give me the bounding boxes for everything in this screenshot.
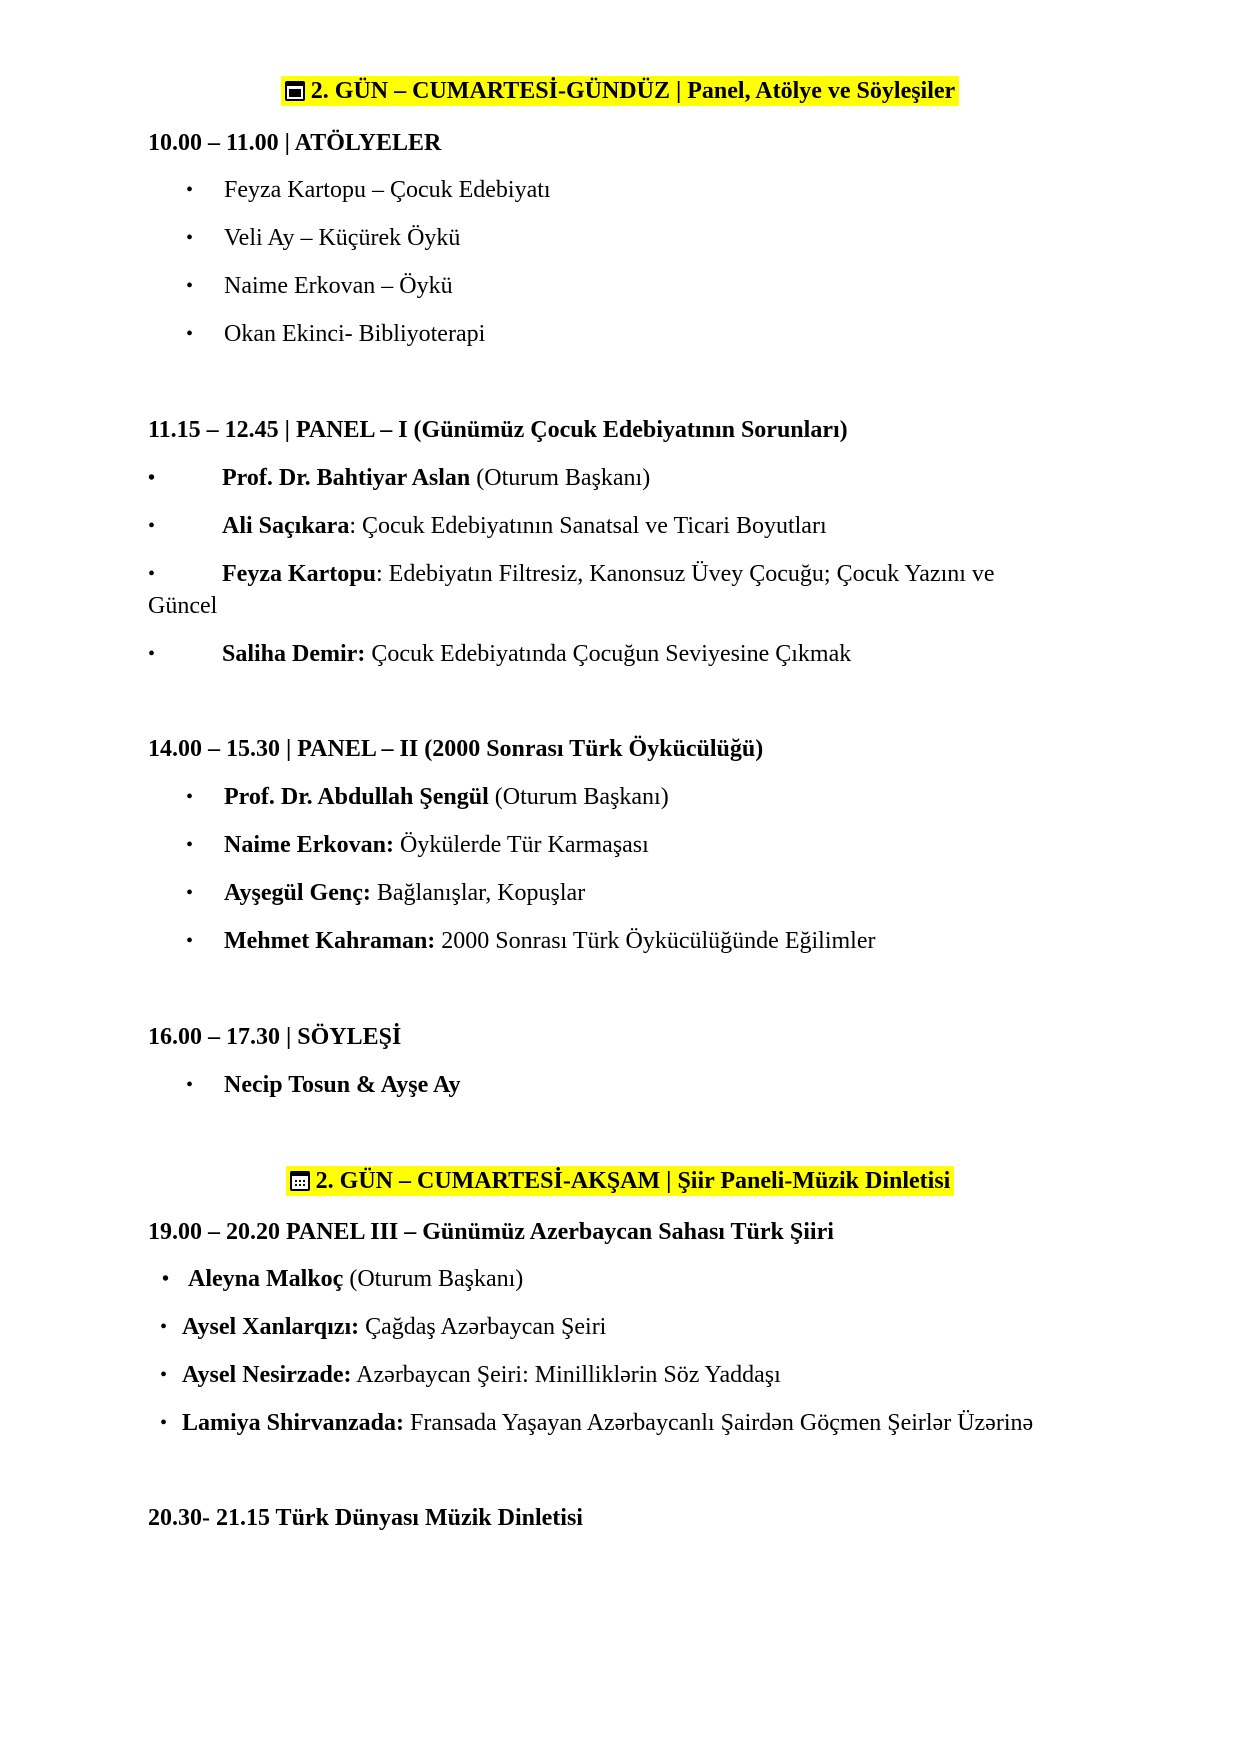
section-title-panel-2: 14.00 – 15.30 | PANEL – II (2000 Sonrası Türk Öykücülüğü) xyxy=(148,736,764,762)
heading-text: 2. GÜN – CUMARTESİ-AKŞAM | Şiir Paneli-Müzik Dinletisi xyxy=(315,1168,951,1194)
talk-topic: Azərbaycan Şeiri: Minilliklərin Söz Yaddaşı xyxy=(351,1362,781,1388)
talk-topic: (Oturum Başkanı) xyxy=(343,1266,524,1292)
calendar-icon xyxy=(290,1171,310,1191)
document-page: 2. GÜN – CUMARTESİ-GÜNDÜZ | Panel, Atölye ve Söyleşiler 10.00 – 11.00 | ATÖLYELER • Feyza Kartopu – Çocuk Edebiyatı • Veli Ay – Küçürek Öykü • Naime Erkovan – Öykü • Okan Ekinci- Bibliyoterapi 11.15 – 12.45 | PANEL – I (Günümüz Çocuk Edebiyatının Sorunları) • Prof. Dr. Bahtiyar Aslan (Oturum Başkanı) • Ali Saçıkara: Çocuk Edebiyatının Sanatsal ve Ticari Boyutları • Feyza Kartopu: Edebiyatın Filtresiz, Kanonsuz Üvey Çocuğu; Çocuk Yazını ve Güncel • Saliha Demir: Çocuk Edebiyatında Çocuğun Seviyesine Çıkmak 14.00 – 15.30 | PANEL – II (2000 Sonrası Türk Öykücülüğü) • Prof. Dr. Abdullah Şengül (Oturum Başkanı) • Naime Erkovan: Öykülerde Tür Karmaşası • Ayşegül Genç: Bağlanışlar, Kopuşlar • Mehmet Kahraman: 2000 Sonrası Türk Öykücülüğünde Eğilimler 16.00 – 17.30 | SÖYLEŞİ • Necip Tosun & Ayşe Ay 2. GÜN – CUMARTESİ-AKŞAM | Şiir Paneli-Müzik Dinletisi 19.00 – 20.20 PANEL III – Günümüz Azerbaycan Sahası Türk Şiiri • Aleyna Malkoç (Oturum Başkanı) • Aysel Xanlarqızı: Çağdaş Azərbaycan Şeiri • Aysel Nesirzade: Azərbaycan Şeiri: Minilliklərin Söz Yaddaşı • Lamiya Shirvanzada: Fransada Yaşayan Azərbaycanlı Şairdən Göçmen Şeirlər Üzərinə 20.30- 21.15 Türk Dünyası Müzik Dinletisi xyxy=(0,0,1240,1755)
bullet: • xyxy=(148,467,156,489)
bullet: • xyxy=(162,1268,170,1290)
heading-highlight xyxy=(286,1166,955,1196)
talk-topic: : Edebiyatın Filtresiz, Kanonsuz Üvey Çocuğu; Çocuk Yazını ve xyxy=(375,561,995,587)
talk-topic: Fransada Yaşayan Azərbaycanlı Şairdən Göçmen Şeirlər Üzərinə xyxy=(404,1410,1034,1436)
heading-text: 2. GÜN – CUMARTESİ-GÜNDÜZ | Panel, Atölye ve Söyleşiler xyxy=(310,78,956,104)
bullet: • xyxy=(160,1412,168,1434)
bullet: • xyxy=(160,1316,168,1338)
speaker-name: Saliha Demir: xyxy=(222,641,366,667)
talk-topic: (Oturum Başkanı) xyxy=(470,465,651,491)
bullet: • xyxy=(186,834,194,856)
talk-topic: Çağdaş Azərbaycan Şeiri xyxy=(359,1314,607,1340)
bullet: • xyxy=(186,227,194,249)
speaker-name: Aleyna Malkoç xyxy=(188,1266,344,1292)
talk-topic: 2000 Sonrası Türk Öykücülüğünde Eğilimler xyxy=(435,928,876,954)
section-title-workshops: 10.00 – 11.00 | ATÖLYELER xyxy=(148,130,442,156)
section-title-talk: 16.00 – 17.30 | SÖYLEŞİ xyxy=(148,1024,402,1050)
heading-highlight xyxy=(281,76,959,106)
talk-topic: Bağlanışlar, Kopuşlar xyxy=(370,880,586,906)
calendar-icon xyxy=(285,81,305,101)
bullet: • xyxy=(186,882,194,904)
bullet: • xyxy=(186,930,194,952)
speaker-name: Lamiya Shirvanzada: xyxy=(182,1410,405,1436)
talk-topic: Öykülerde Tür Karmaşası xyxy=(394,832,649,858)
speaker-name: Feyza Kartopu xyxy=(222,561,376,587)
bullet: • xyxy=(148,563,156,585)
bullet: • xyxy=(186,275,194,297)
bullet: • xyxy=(186,179,194,201)
bullet: • xyxy=(160,1364,168,1386)
speaker-name: Mehmet Kahraman: xyxy=(224,928,436,954)
talk-topic: : Çocuk Edebiyatının Sanatsal ve Ticari Boyutları xyxy=(349,513,827,539)
speaker-name: Aysel Xanlarqızı: xyxy=(182,1314,360,1340)
talk-topic: (Oturum Başkanı) xyxy=(488,784,669,810)
speaker-name: Prof. Dr. Bahtiyar Aslan xyxy=(222,465,471,491)
bullet: • xyxy=(186,786,194,808)
bullet: • xyxy=(186,1074,194,1096)
speaker-name: Necip Tosun & Ayşe Ay xyxy=(224,1072,461,1098)
section-title-panel-3: 19.00 – 20.20 PANEL III – Günümüz Azerbaycan Sahası Türk Şiiri xyxy=(148,1219,834,1245)
section-title-music: 20.30- 21.15 Türk Dünyası Müzik Dinletisi xyxy=(148,1505,583,1531)
bullet: • xyxy=(148,643,156,665)
speaker-name: Ayşegül Genç: xyxy=(224,880,371,906)
section-title-panel-1: 11.15 – 12.45 | PANEL – I (Günümüz Çocuk Edebiyatının Sorunları) xyxy=(148,417,848,443)
speaker-name: Prof. Dr. Abdullah Şengül xyxy=(224,784,489,810)
speaker-name: Naime Erkovan: xyxy=(224,832,394,858)
talk-topic: Çocuk Edebiyatında Çocuğun Seviyesine Çıkmak xyxy=(365,641,852,667)
speaker-name: Aysel Nesirzade: xyxy=(182,1362,352,1388)
bullet: • xyxy=(148,515,156,537)
talk-topic-continued: Güncel xyxy=(148,593,218,619)
bullet: • xyxy=(186,323,194,345)
day-heading-daytime xyxy=(0,77,1240,105)
day-heading-evening xyxy=(0,1167,1240,1195)
speaker-name: Ali Saçıkara xyxy=(222,513,350,539)
